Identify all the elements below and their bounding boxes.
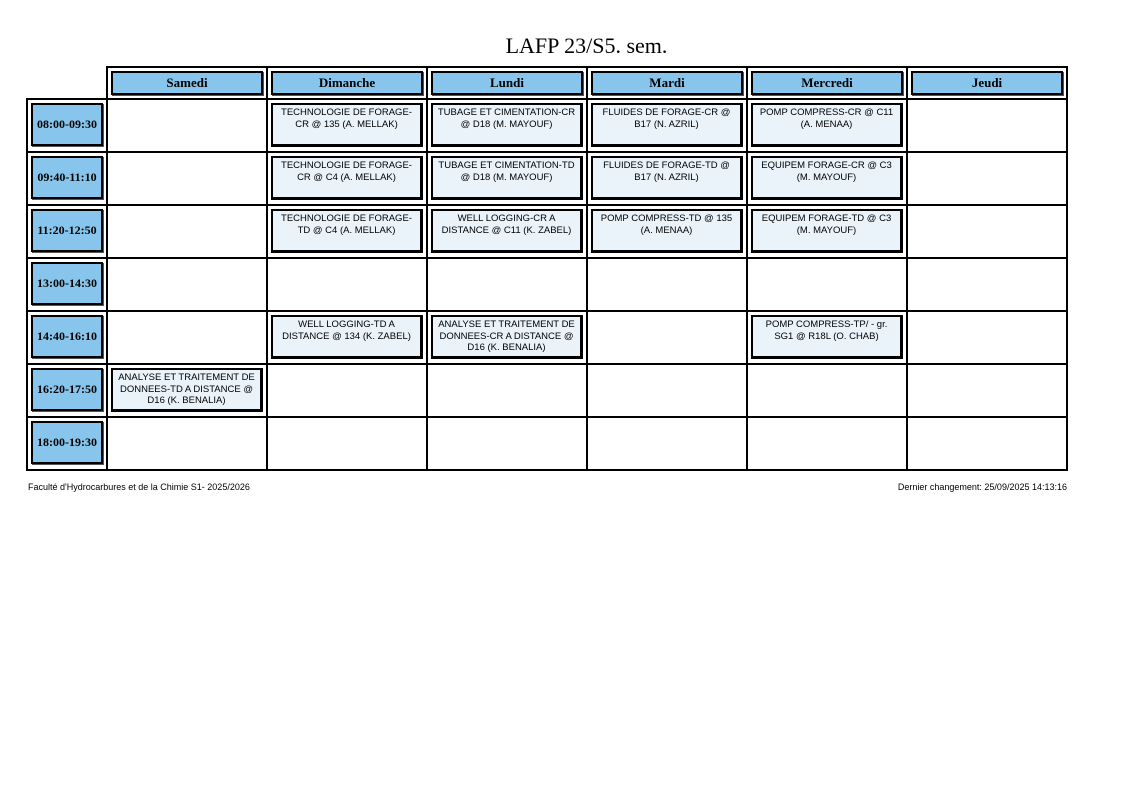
day-header bbox=[107, 67, 267, 99]
schedule-cell bbox=[427, 311, 587, 364]
day-label: Samedi bbox=[111, 71, 263, 95]
session-block[interactable]: TECHNOLOGIE DE FORAGE-CR @ 135 (A. MELLAK) bbox=[271, 103, 423, 147]
time-slot-label: 13:00-14:30 bbox=[31, 262, 103, 305]
time-slot-cell bbox=[27, 99, 107, 152]
schedule-cell bbox=[107, 311, 267, 364]
schedule-cell bbox=[747, 99, 907, 152]
schedule-cell bbox=[587, 311, 747, 364]
schedule-cell bbox=[107, 99, 267, 152]
schedule-cell bbox=[267, 99, 427, 152]
day-header bbox=[267, 67, 427, 99]
schedule-cell bbox=[587, 99, 747, 152]
schedule-cell bbox=[427, 417, 587, 470]
schedule-cell bbox=[427, 152, 587, 205]
time-row bbox=[27, 205, 1067, 258]
schedule-cell bbox=[107, 364, 267, 417]
schedule-cell bbox=[587, 205, 747, 258]
schedule-cell bbox=[267, 258, 427, 311]
footer-faculty: Faculté d'Hydrocarbures et de la Chimie S1- 2025/2026 bbox=[28, 482, 250, 492]
schedule-cell bbox=[427, 99, 587, 152]
time-row bbox=[27, 311, 1067, 364]
schedule-cell bbox=[267, 364, 427, 417]
schedule-cell bbox=[747, 364, 907, 417]
time-slot-label: 09:40-11:10 bbox=[31, 156, 103, 199]
day-header bbox=[587, 67, 747, 99]
schedule-cell bbox=[907, 364, 1067, 417]
session-block[interactable]: TECHNOLOGIE DE FORAGE-CR @ C4 (A. MELLAK) bbox=[271, 156, 423, 200]
schedule-cell bbox=[107, 205, 267, 258]
page-title: LAFP 23/S5. sem. bbox=[505, 33, 668, 58]
day-label: Mardi bbox=[591, 71, 743, 95]
schedule-cell bbox=[587, 152, 747, 205]
time-slot-label: 11:20-12:50 bbox=[31, 209, 103, 252]
time-slot-cell bbox=[27, 205, 107, 258]
session-block[interactable]: EQUIPEM FORAGE-CR @ C3 (M. MAYOUF) bbox=[751, 156, 903, 200]
session-block[interactable]: TUBAGE ET CIMENTATION-CR @ D18 (M. MAYOUF) bbox=[431, 103, 583, 147]
schedule-cell bbox=[747, 205, 907, 258]
time-row bbox=[27, 258, 1067, 311]
footer-last-change: Dernier changement: 25/09/2025 14:13:16 bbox=[897, 482, 1067, 492]
session-block[interactable]: WELL LOGGING-CR A DISTANCE @ C11 (K. ZABEL) bbox=[431, 209, 583, 253]
session-block[interactable]: FLUIDES DE FORAGE-CR @ B17 (N. AZRIL) bbox=[591, 103, 743, 147]
session-block[interactable]: POMP COMPRESS-TD @ 135 (A. MENAA) bbox=[591, 209, 743, 253]
time-row bbox=[27, 99, 1067, 152]
day-label: Jeudi bbox=[911, 71, 1063, 95]
time-slot-label: 08:00-09:30 bbox=[31, 103, 103, 146]
session-block[interactable]: TUBAGE ET CIMENTATION-TD @ D18 (M. MAYOUF) bbox=[431, 156, 583, 200]
corner-cell bbox=[27, 67, 107, 99]
day-header-row bbox=[27, 67, 1067, 99]
time-slot-label: 16:20-17:50 bbox=[31, 368, 103, 411]
session-block[interactable]: FLUIDES DE FORAGE-TD @ B17 (N. AZRIL) bbox=[591, 156, 743, 200]
schedule-cell bbox=[427, 205, 587, 258]
time-row bbox=[27, 364, 1067, 417]
schedule-cell bbox=[587, 364, 747, 417]
session-block[interactable]: ANALYSE ET TRAITEMENT DE DONNEES-CR A DISTANCE @ D16 (K. BENALIA) bbox=[431, 315, 583, 359]
session-block[interactable]: WELL LOGGING-TD A DISTANCE @ 134 (K. ZABEL) bbox=[271, 315, 423, 359]
session-block[interactable]: POMP COMPRESS-CR @ C11 (A. MENAA) bbox=[751, 103, 903, 147]
session-block[interactable]: TECHNOLOGIE DE FORAGE-TD @ C4 (A. MELLAK) bbox=[271, 209, 423, 253]
session-block[interactable]: EQUIPEM FORAGE-TD @ C3 (M. MAYOUF) bbox=[751, 209, 903, 253]
timetable-body bbox=[27, 99, 1067, 470]
schedule-cell bbox=[107, 258, 267, 311]
day-header bbox=[427, 67, 587, 99]
schedule-cell bbox=[907, 99, 1067, 152]
schedule-cell bbox=[427, 364, 587, 417]
day-header bbox=[747, 67, 907, 99]
schedule-cell bbox=[267, 311, 427, 364]
schedule-cell bbox=[427, 258, 587, 311]
session-block[interactable]: ANALYSE ET TRAITEMENT DE DONNEES-TD A DISTANCE @ D16 (K. BENALIA) bbox=[111, 368, 263, 412]
time-slot-label: 14:40-16:10 bbox=[31, 315, 103, 358]
time-slot-cell bbox=[27, 152, 107, 205]
schedule-cell bbox=[907, 311, 1067, 364]
timetable bbox=[26, 66, 1068, 471]
schedule-cell bbox=[907, 258, 1067, 311]
schedule-cell bbox=[747, 152, 907, 205]
schedule-cell bbox=[107, 417, 267, 470]
schedule-cell bbox=[747, 417, 907, 470]
schedule-cell bbox=[267, 417, 427, 470]
time-slot-label: 18:00-19:30 bbox=[31, 421, 103, 464]
time-slot-cell bbox=[27, 417, 107, 470]
time-slot-cell bbox=[27, 364, 107, 417]
schedule-cell bbox=[907, 417, 1067, 470]
day-label: Dimanche bbox=[271, 71, 423, 95]
schedule-cell bbox=[907, 152, 1067, 205]
time-slot-cell bbox=[27, 311, 107, 364]
schedule-cell bbox=[587, 417, 747, 470]
time-row bbox=[27, 152, 1067, 205]
schedule-cell bbox=[267, 205, 427, 258]
schedule-cell bbox=[747, 311, 907, 364]
session-block[interactable]: POMP COMPRESS-TP/ - gr. SG1 @ R18L (O. CHAB) bbox=[751, 315, 903, 359]
day-label: Mercredi bbox=[751, 71, 903, 95]
schedule-cell bbox=[587, 258, 747, 311]
time-slot-cell bbox=[27, 258, 107, 311]
time-row bbox=[27, 417, 1067, 470]
day-header bbox=[907, 67, 1067, 99]
day-label: Lundi bbox=[431, 71, 583, 95]
schedule-cell bbox=[747, 258, 907, 311]
schedule-cell bbox=[107, 152, 267, 205]
schedule-cell bbox=[267, 152, 427, 205]
schedule-cell bbox=[907, 205, 1067, 258]
